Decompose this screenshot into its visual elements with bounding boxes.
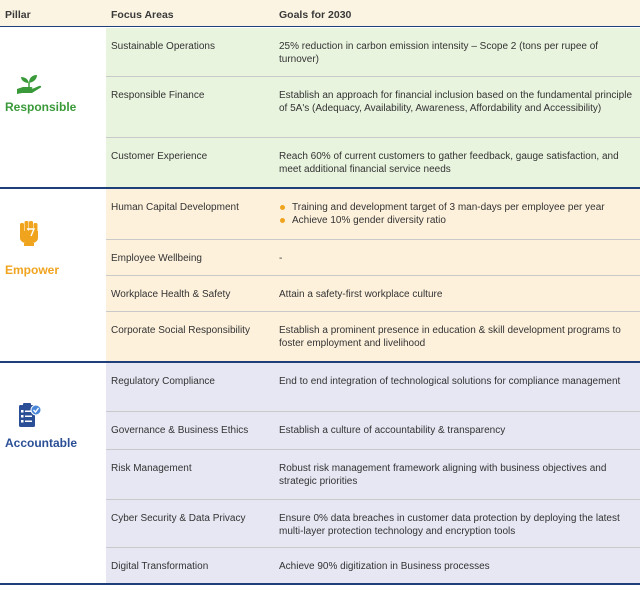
focus-area: Responsible Finance — [111, 90, 205, 101]
goal-text: Establish a prominent presence in education & skill development programs to foster employment and livelihood — [279, 325, 621, 349]
table-row — [106, 499, 640, 547]
focus-area: Employee Wellbeing — [111, 253, 202, 264]
header-focus-areas: Focus Areas — [111, 9, 174, 21]
table-row — [106, 239, 640, 275]
header-pillar: Pillar — [5, 9, 31, 21]
pillar-name: Accountable — [5, 436, 78, 450]
pillar-responsible — [0, 28, 106, 187]
goal-bullet: Achieve 10% gender diversity ratio — [278, 214, 634, 227]
goal-text: End to end integration of technological solutions for compliance management — [279, 376, 621, 387]
goal-text: 25% reduction in carbon emission intensity – Scope 2 (tons per rupee of turnover) — [279, 41, 599, 65]
table-row — [106, 137, 640, 187]
table-row — [106, 449, 640, 499]
table-row — [106, 76, 640, 137]
focus-area: Corporate Social Responsibility — [111, 325, 250, 336]
goal-text: Ensure 0% data breaches in customer data protection by deploying the latest multi-layer protection technology and encryption tools — [279, 513, 620, 537]
focus-area: Regulatory Compliance — [111, 376, 215, 387]
hand-with-plant-icon — [14, 68, 44, 98]
goal-text: Reach 60% of current customers to gather feedback, gauge satisfaction, and meet additional financial service needs — [279, 151, 619, 175]
focus-area: Governance & Business Ethics — [111, 425, 249, 436]
pillar-accountable — [0, 363, 106, 583]
raised-fist-icon — [14, 217, 44, 247]
focus-area: Risk Management — [111, 463, 192, 474]
focus-area: Digital Transformation — [111, 561, 209, 572]
focus-area: Customer Experience — [111, 151, 208, 162]
table-row — [106, 411, 640, 449]
pillar-empower — [0, 189, 106, 361]
focus-area: Cyber Security & Data Privacy — [111, 513, 246, 524]
goal-text: Achieve 90% digitization in Business processes — [279, 561, 490, 572]
goal-text: Establish a culture of accountability & transparency — [279, 425, 506, 436]
table-row — [106, 189, 640, 239]
header-goals: Goals for 2030 — [279, 9, 352, 21]
focus-area: Sustainable Operations — [111, 41, 215, 52]
goal-bullet: Training and development target of 3 man-days per employee per year — [278, 201, 634, 214]
focus-area: Workplace Health & Safety — [111, 289, 231, 300]
goal-text: Attain a safety-first workplace culture — [279, 289, 443, 300]
goal-text: Robust risk management framework aligning with business objectives and strategic priorities — [279, 463, 607, 487]
table-row — [106, 28, 640, 76]
checklist-clipboard-icon — [14, 401, 44, 431]
table-header — [0, 0, 640, 27]
goal-text: - — [279, 253, 283, 264]
table-row — [106, 547, 640, 583]
table-bottom-border — [0, 583, 640, 585]
goal-text: Establish an approach for financial inclusion based on the fundamental principle of 5A's (Adequacy, Availability, Awareness, Affordability and Accessibility) — [279, 90, 633, 114]
goal-bullets — [278, 201, 634, 227]
focus-area: Human Capital Development — [111, 202, 239, 213]
table-row — [106, 311, 640, 361]
pillar-name: Empower — [5, 263, 60, 277]
table-row — [106, 275, 640, 311]
table-row — [106, 363, 640, 411]
pillar-name: Responsible — [5, 100, 77, 114]
